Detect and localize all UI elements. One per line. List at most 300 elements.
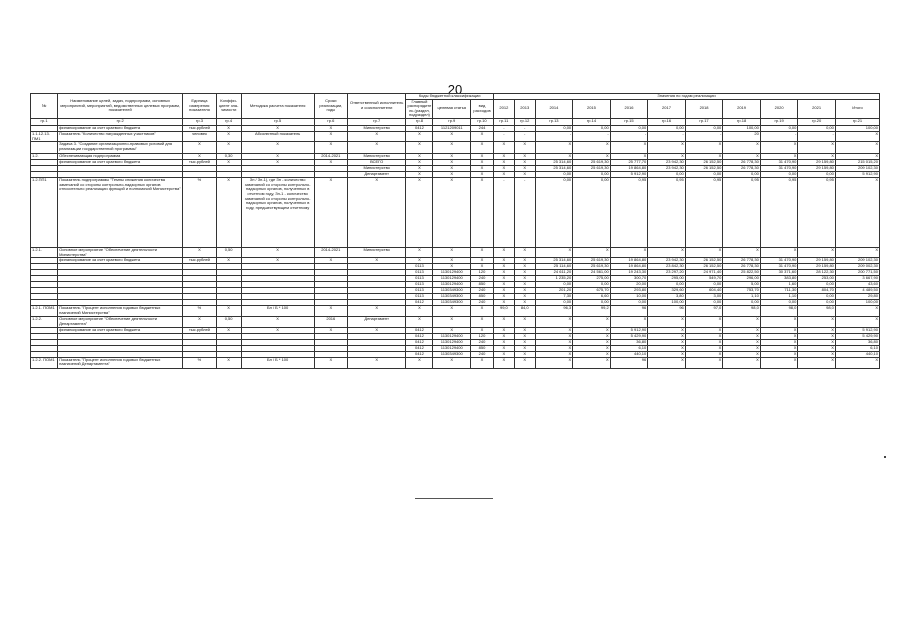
table-cell: 29 159,80 [798, 258, 836, 264]
table-cell: 1130129400 [433, 276, 471, 282]
table-cell: X [471, 248, 494, 258]
year-2013-header: 2013 [514, 99, 535, 118]
table-cell: 329,60 [648, 288, 686, 294]
column-number: гр.13 [535, 118, 573, 125]
table-cell: X [183, 154, 216, 160]
row-number-cell: 1.2.2. [31, 317, 58, 327]
table-cell: 23 942,30 [648, 160, 686, 166]
table-cell: X [216, 125, 241, 131]
table-cell: X [241, 154, 314, 160]
table-cell: 96 [648, 306, 686, 317]
table-cell: X [685, 248, 723, 258]
table-cell: 0,00 [535, 300, 573, 306]
table-cell: X [471, 160, 494, 166]
table-cell: X [471, 131, 494, 141]
table-cell: 99,2 [573, 306, 611, 317]
table-cell: 0,00 [723, 172, 761, 178]
table-cell: X [760, 333, 798, 339]
table-cell: X [514, 294, 535, 300]
table-cell: X [493, 351, 514, 357]
table-cell: X [610, 154, 648, 160]
table-cell: Департамент [347, 172, 405, 178]
table-cell: 0412 [406, 300, 433, 306]
table-cell: X [493, 154, 514, 160]
table-cell: X [471, 154, 494, 160]
table-cell: 84,0 [514, 306, 535, 317]
table-cell: 0,00 [798, 300, 836, 306]
table-cell: 0,00 [760, 125, 798, 131]
year-2021-header: 2021 [798, 99, 836, 118]
table-cell: 96 [610, 357, 648, 368]
table-cell: X [216, 327, 241, 333]
table-cell: 5 912,90 [610, 327, 648, 333]
table-cell: X [648, 339, 686, 345]
table-cell: X [514, 333, 535, 339]
table-cell: X [535, 339, 573, 345]
table-cell: X [514, 288, 535, 294]
table-cell: X [493, 294, 514, 300]
table-cell: X [573, 154, 611, 160]
table-cell: 29 159,80 [798, 166, 836, 172]
table-cell: 2014-2021 [314, 248, 347, 258]
year-2019-header: 2019 [723, 99, 761, 118]
table-cell: X [493, 339, 514, 345]
table-cell: 98,0 [723, 306, 761, 317]
year-2020-header: 2020 [760, 99, 798, 118]
table-cell: - [493, 125, 514, 131]
table-cell: X [433, 166, 471, 172]
table-cell: 1,10 [760, 294, 798, 300]
table-cell: 36,80 [835, 339, 879, 345]
table-cell: X [347, 131, 405, 141]
table-cell: 675,70 [573, 288, 611, 294]
row-name-cell: Обеспечивающая подпрограмма [58, 154, 183, 160]
table-cell: 215 015,20 [835, 160, 879, 166]
table-body [31, 118, 880, 368]
table-cell: X [183, 248, 216, 258]
table-cell: 23 842,30 [648, 264, 686, 270]
table-cell: 0,00 [760, 172, 798, 178]
table-cell: 383,80 [760, 276, 798, 282]
table-cell: 6,10 [610, 345, 648, 351]
table-cell: X [433, 160, 471, 166]
year-2014-header: 2014 [535, 99, 573, 118]
table-cell: X [835, 178, 879, 248]
table-cell: 1130349300 [433, 294, 471, 300]
column-number: гр.21 [835, 118, 879, 125]
table-cell: 5 429,90 [835, 333, 879, 339]
row-name-cell: Задача 3. "Создание организационно-правовых условий для реализации государственной программы" [58, 142, 183, 154]
table-cell: 24 561,00 [573, 270, 611, 276]
table-cell: 0,00 [685, 125, 723, 131]
table-cell: 6,60 [573, 294, 611, 300]
table-cell: X [314, 306, 347, 317]
table-cell: X [798, 317, 836, 327]
table-cell: X [514, 160, 535, 166]
table-cell: 244 [471, 125, 494, 131]
table-cell: % [183, 357, 216, 368]
table-cell: X [835, 306, 879, 317]
table-cell: 0412 [406, 125, 433, 131]
table-cell: X [648, 327, 686, 333]
table-row [31, 131, 880, 141]
table-cell: X [610, 317, 648, 327]
table-cell: X [493, 172, 514, 178]
col-unit-header: Единица измерения показателя [183, 94, 216, 119]
table-cell: 275,00 [573, 276, 611, 282]
table-cell: 0,30 [216, 154, 241, 160]
table-cell: X [723, 248, 761, 258]
table-cell: 0113 [406, 288, 433, 294]
table-cell: X [723, 351, 761, 357]
table-cell: 0,00 [798, 172, 836, 178]
table-cell: X [723, 142, 761, 154]
table-cell: X [493, 345, 514, 351]
table-cell: 1,10 [723, 294, 761, 300]
table-cell: X [314, 258, 347, 264]
table-cell: 1130349300 [433, 288, 471, 294]
table-cell: X [573, 317, 611, 327]
table-cell: X [760, 357, 798, 368]
table-cell: 5,00 [723, 282, 761, 288]
table-cell: 0412 [406, 333, 433, 339]
table-cell: X [347, 178, 405, 248]
table-cell: X [314, 142, 347, 154]
table-cell: 31 470,90 [760, 264, 798, 270]
table-cell: ВСЕГО [347, 160, 405, 166]
table-cell: X [535, 345, 573, 351]
col-name-header: Наименование целей, задач, подпрограмм, основных мероприятий, мероприятий, ведомственных целевых программ, показателей [58, 94, 183, 119]
table-cell: X [798, 351, 836, 357]
table-cell: X [493, 317, 514, 327]
table-cell: X [514, 154, 535, 160]
table-row [31, 357, 880, 368]
table-cell: 0412 [406, 345, 433, 351]
table-cell: 240 [471, 288, 494, 294]
table-cell: X [216, 258, 241, 264]
table-cell: X [723, 327, 761, 333]
table-cell: X [723, 339, 761, 345]
table-cell: 0,95 [798, 178, 836, 248]
table-cell: X [241, 258, 314, 264]
table-cell: 6,10 [835, 345, 879, 351]
kbk-type-header: вид расходов [471, 99, 494, 118]
table-cell: 0412 [406, 351, 433, 357]
table-cell: X [535, 154, 573, 160]
table-cell: X [514, 172, 535, 178]
table-cell: Зн / Зп-1), где Зп - количество замечаний со стороны контрольно-надзорных органов, полученных в отчетном году, Зп-1 - количество замечаний со стороны контрольно-надзорных органов, полученных в году, предшествующем отчетному [241, 178, 314, 248]
row-name-cell: Основное мероприятие "Обеспечение деятельности Министерства" [58, 248, 183, 258]
table-cell: 0,00 [685, 300, 723, 306]
table-cell: 240 [471, 339, 494, 345]
table-cell: X [798, 339, 836, 345]
table-cell: 0,00 [535, 282, 573, 288]
column-number: гр.17 [685, 118, 723, 125]
page-number: 20 [447, 82, 463, 97]
table-cell: 240 [471, 276, 494, 282]
table-cell: 0,00 [535, 172, 573, 178]
table-cell: X [798, 333, 836, 339]
table-cell: 10,00 [610, 294, 648, 300]
table-cell: X [685, 327, 723, 333]
table-cell: X [573, 351, 611, 357]
table-cell: X [493, 333, 514, 339]
column-number-row [31, 118, 880, 125]
table-cell: 26 152,50 [685, 160, 723, 166]
table-cell: 300,70 [610, 276, 648, 282]
table-cell: 0,00 [723, 300, 761, 306]
table-cell: - [514, 125, 535, 131]
year-2017-header: 2017 [648, 99, 686, 118]
table-cell: 120 [471, 333, 494, 339]
table-cell: 97,0 [685, 306, 723, 317]
column-number: гр.15 [610, 118, 648, 125]
table-cell: 209 002,30 [835, 264, 879, 270]
table-cell: X [241, 327, 314, 333]
table-cell: 240 [471, 300, 494, 306]
column-number: гр.16 [648, 118, 686, 125]
table-cell: X [514, 142, 535, 154]
table-cell: 29 159,80 [798, 264, 836, 270]
table-cell: - [573, 131, 611, 141]
table-cell: X [835, 248, 879, 258]
table-cell: 26 778,30 [723, 166, 761, 172]
table-cell: X [471, 306, 494, 317]
table-cell: X [347, 258, 405, 264]
table-cell: X [314, 327, 347, 333]
column-number: гр.19 [760, 118, 798, 125]
table-cell: 0,00 [685, 282, 723, 288]
table-cell: X [433, 317, 471, 327]
column-number: гр.2 [58, 118, 183, 125]
row-number-cell: 1.2.1. ПОМ1 [31, 306, 58, 317]
table-cell: X [685, 142, 723, 154]
row-number-cell: 1.2.1. [31, 248, 58, 258]
table-cell: X [216, 357, 241, 368]
table-cell: - [514, 131, 535, 141]
table-cell: 0,50 [216, 317, 241, 327]
table-cell: 0113 [406, 264, 433, 270]
table-cell: 0,95 [760, 178, 798, 248]
table-cell: X [216, 178, 241, 248]
table-cell: X [433, 131, 471, 141]
table-cell: 604,40 [685, 288, 723, 294]
table-cell: X [471, 258, 494, 264]
table-cell: X [514, 248, 535, 258]
table-cell: - [648, 131, 686, 141]
table-cell: X [798, 327, 836, 333]
table-cell: тыс.рублей [183, 327, 216, 333]
table-cell: 25 619,30 [573, 258, 611, 264]
table-cell: человек [183, 131, 216, 141]
table-cell: X [493, 300, 514, 306]
table-cell: X [648, 154, 686, 160]
table-cell: 36,80 [610, 339, 648, 345]
table-cell: 0412 [406, 339, 433, 345]
table-cell: X [433, 264, 471, 270]
table-cell: 0,00 [610, 300, 648, 306]
table-cell: X [760, 345, 798, 351]
table-cell: X [347, 357, 405, 368]
table-cell: 0,00 [685, 172, 723, 178]
table-cell: 0,00 [573, 125, 611, 131]
table-cell: 20,00 [610, 282, 648, 288]
table-cell: 26 778,30 [723, 258, 761, 264]
table-cell: X [406, 154, 433, 160]
table-cell: - [493, 178, 514, 248]
table-cell: 23 297,20 [648, 270, 686, 276]
table-cell: 253,00 [798, 276, 836, 282]
table-cell: 240 [471, 351, 494, 357]
table-cell: 850 [471, 294, 494, 300]
col-resp-header: Ответственный исполнитель и соисполнители [347, 94, 405, 119]
table-cell: - [610, 131, 648, 141]
table-cell: X [183, 317, 216, 327]
table-cell: 0,00 [760, 300, 798, 306]
table-cell: 293,80 [610, 288, 648, 294]
col-method-header: Методика расчета показателя [241, 94, 314, 119]
table-cell: X [493, 160, 514, 166]
table-cell: 0113 [406, 282, 433, 288]
table-cell: X [798, 345, 836, 351]
table-cell: - [760, 131, 798, 141]
table-cell: X [760, 248, 798, 258]
table-cell: X [347, 142, 405, 154]
table-cell: X [648, 248, 686, 258]
table-cell: X [241, 317, 314, 327]
table-cell: X [685, 339, 723, 345]
table-cell: X [216, 160, 241, 166]
table-cell: X [723, 357, 761, 368]
table-cell: X [535, 317, 573, 327]
table-cell: 28 122,30 [798, 270, 836, 276]
table-cell: X [433, 357, 471, 368]
table-cell: 26 152,50 [685, 264, 723, 270]
column-number: гр.11 [493, 118, 514, 125]
scan-mark [884, 456, 886, 458]
table-cell: тыс.рублей [183, 160, 216, 166]
table-cell: Бн / Б * 100 [241, 306, 314, 317]
table-cell: X [685, 154, 723, 160]
table-cell: X [471, 172, 494, 178]
table-cell: X [314, 357, 347, 368]
table-cell: 31 470,90 [760, 160, 798, 166]
table-cell: 19 243,30 [610, 270, 648, 276]
col-term-header: Сроки реализации, годы [314, 94, 347, 119]
table-row [31, 306, 880, 317]
table-cell: 1130129400 [433, 333, 471, 339]
table-cell: 1130349300 [433, 351, 471, 357]
table-cell: 0,95 [685, 178, 723, 248]
table-cell: X [685, 345, 723, 351]
column-number: гр.3 [183, 118, 216, 125]
row-number-cell [31, 142, 58, 154]
table-cell: 25 619,30 [573, 264, 611, 270]
table-cell: X [514, 300, 535, 306]
column-number: гр.18 [723, 118, 761, 125]
table-cell: 1 235,20 [535, 276, 573, 282]
table-cell: X [514, 276, 535, 282]
table-cell: X [573, 248, 611, 258]
table-cell: X [493, 142, 514, 154]
table-cell: X [493, 327, 514, 333]
table-cell: X [573, 339, 611, 345]
table-cell: X [471, 166, 494, 172]
kbk-group-header: Коды бюджетной классификации [406, 94, 494, 100]
table-cell: X [241, 125, 314, 131]
table-cell: X [216, 142, 241, 154]
table-cell: X [433, 178, 471, 248]
table-row [31, 248, 880, 258]
table-cell: X [433, 258, 471, 264]
table-cell: 0,95 [648, 178, 686, 248]
table-cell: 5 429,90 [610, 333, 648, 339]
table-cell: 0,95 [610, 178, 648, 248]
table-cell: X [433, 172, 471, 178]
table-cell: 99,0 [493, 306, 514, 317]
table-cell: 1,60 [760, 282, 798, 288]
table-cell: X [685, 317, 723, 327]
table-cell: X [798, 142, 836, 154]
table-cell: X [347, 327, 405, 333]
table-cell: 98,0 [760, 306, 798, 317]
table-cell: X [406, 317, 433, 327]
row-name-cell: Показатель "Количество награжденных участников" [58, 131, 183, 141]
table-cell: 96 [610, 306, 648, 317]
row-name-cell: Показатель "Процент исполнения годовых бюджетных назначений Министерства" [58, 306, 183, 317]
table-cell: 1130129400 [433, 345, 471, 351]
table-cell: 19 864,80 [610, 264, 648, 270]
table-cell: X [573, 327, 611, 333]
table-cell: 0,00 [535, 125, 573, 131]
table-cell: 25 314,60 [535, 160, 573, 166]
table-cell: - [535, 131, 573, 141]
row-number-cell: 1.2.2. ПОМ1 [31, 357, 58, 368]
table-cell: 43,60 [835, 282, 879, 288]
table-cell: 209 102,30 [835, 258, 879, 264]
column-number: гр.14 [573, 118, 611, 125]
column-number: гр.20 [798, 118, 836, 125]
table-row [31, 317, 880, 327]
table-cell: X [493, 282, 514, 288]
table-cell: 100,00 [723, 125, 761, 131]
table-cell: 0,00 [798, 125, 836, 131]
row-name-cell: Основное мероприятие "Обеспечение деятельности Департамента" [58, 317, 183, 327]
program-indicators-table [30, 93, 880, 369]
table-cell: X [760, 154, 798, 160]
table-cell: 0,00 [798, 294, 836, 300]
table-cell: 31 470,90 [760, 166, 798, 172]
table-cell: 0,50 [216, 248, 241, 258]
table-cell: X [648, 345, 686, 351]
table-cell: X [471, 357, 494, 368]
table-cell: 29 159,80 [798, 160, 836, 166]
table-cell: X [610, 142, 648, 154]
table-cell: X [493, 248, 514, 258]
kbk-section-header: Главный распорядитель (раздел, подраздел) [407, 99, 432, 118]
table-cell: 200 771,50 [835, 270, 879, 276]
table-cell: 296,00 [723, 276, 761, 282]
table-cell: X [535, 142, 573, 154]
table-cell: 26 152,50 [685, 166, 723, 172]
table-cell: X [798, 248, 836, 258]
table-cell: X [535, 333, 573, 339]
table-cell: X [406, 306, 433, 317]
table-cell: 209 102,30 [835, 166, 879, 172]
table-cell: X [648, 333, 686, 339]
table-cell: 1121209011 [433, 125, 471, 131]
table-cell: X [493, 288, 514, 294]
